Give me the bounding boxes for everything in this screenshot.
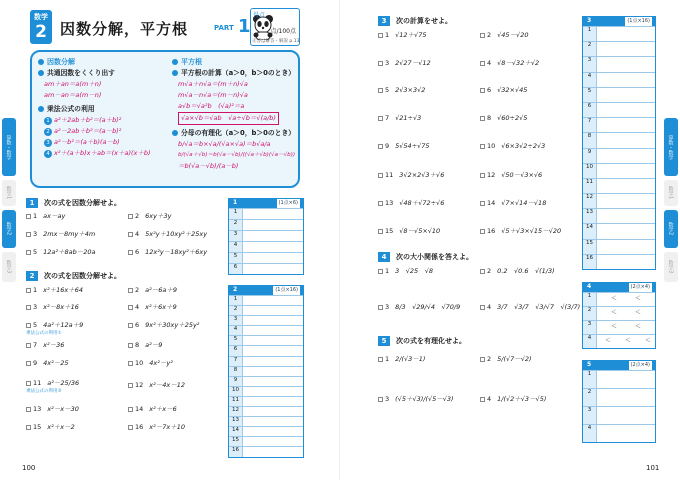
answer-row[interactable]: 5 — [229, 252, 303, 263]
problem-item[interactable]: 2 6xy＋3y — [128, 211, 171, 220]
answer-row[interactable]: 7 — [583, 117, 655, 132]
bullet-icon — [38, 59, 44, 65]
checkbox-icon[interactable] — [128, 323, 133, 328]
answer-row[interactable]: 2 — [583, 388, 655, 406]
answer-row[interactable]: 1 — [583, 26, 655, 41]
answer-row[interactable]: 12 — [229, 406, 303, 416]
sub-heading: 分母の有理化（a＞0，b＞0のとき） — [172, 128, 298, 139]
checkbox-icon[interactable] — [378, 269, 383, 274]
problem-item[interactable]: 3 2√27－√12 — [378, 58, 431, 67]
answer-row[interactable]: 9 — [229, 376, 303, 386]
problem-item[interactable]: 12 x²－4x－12 — [128, 380, 185, 389]
hint-badge: 乗法公式の利用① — [26, 331, 62, 336]
checkbox-icon[interactable] — [378, 88, 383, 93]
problem-item[interactable]: 1 2/(√3－1) — [378, 354, 425, 363]
problem-item[interactable]: 11 a²－25/36 乗法公式の利用③ — [26, 379, 80, 394]
answer-row[interactable]: 5 — [583, 87, 655, 102]
square-root-summary — [172, 57, 298, 172]
answer-row[interactable]: 1 — [229, 208, 303, 219]
answer-row[interactable]: 15 — [229, 436, 303, 446]
side-tab-arithmetic[interactable]: 算数・数学 — [664, 118, 678, 176]
answer-row[interactable]: 13 — [583, 208, 655, 223]
formula: ＝b(√a－√b)/(a－b) — [178, 162, 239, 170]
answer-row[interactable]: 4 — [583, 72, 655, 87]
answer-row[interactable]: 11 — [583, 178, 655, 193]
checkbox-icon[interactable] — [378, 229, 383, 234]
score-box[interactable] — [250, 8, 300, 46]
problem-item[interactable]: 6 9x²＋30xy＋25y² — [128, 320, 199, 329]
problem-item[interactable]: 4 3/7 √3/7 √3/√7 √(3/7) — [480, 302, 580, 311]
bullet-icon — [38, 106, 44, 112]
bullet-icon — [38, 70, 44, 76]
answer-row[interactable]: 12 — [583, 193, 655, 208]
answer-row[interactable]: 1 — [229, 295, 303, 305]
problem-item[interactable]: 7 x²－36 — [26, 340, 64, 349]
problem-item[interactable]: 9 5√54÷√75 — [378, 142, 430, 150]
problem-item[interactable]: 12 √50－√3×√6 — [480, 170, 542, 179]
problem-item[interactable]: 11 3√2×2√3＋√6 — [378, 170, 444, 179]
answer-row[interactable]: 14 — [229, 426, 303, 436]
question-heading: 1 次の式を因数分解せよ。 — [26, 198, 121, 208]
checkbox-icon[interactable] — [378, 144, 383, 149]
checkbox-icon[interactable] — [480, 173, 485, 178]
problem-item[interactable]: 16 √5＋√3×√15－√20 — [480, 226, 561, 235]
problem-item[interactable]: 3 2mx－8my＋4m — [26, 229, 95, 238]
question-heading: 5 次の式を有理化せよ。 — [378, 336, 466, 346]
bullet-icon — [172, 130, 178, 136]
answer-table-3 — [582, 16, 656, 270]
problem-item[interactable]: 13 x²－x－30 — [26, 404, 79, 413]
formula: am＋an＝a(m＋n) — [44, 80, 102, 88]
formula-item: 2 a²－2ab＋b²＝(a－b)² — [38, 126, 168, 137]
problem-item[interactable]: 14 √7×√14－√18 — [480, 198, 546, 207]
checkbox-icon[interactable] — [128, 383, 133, 388]
answer-row[interactable]: 3 ＜ ＜ — [583, 320, 655, 334]
side-tab-math2[interactable]: 数学2 — [2, 210, 16, 248]
answer-row[interactable]: 6 — [583, 102, 655, 117]
answer-table-header: 4 (2点×4) — [583, 283, 655, 292]
side-tab-math1[interactable]: 数学1 — [664, 180, 678, 206]
problem-item[interactable]: 15 x²＋x－2 — [26, 422, 75, 431]
checkbox-icon[interactable] — [480, 33, 485, 38]
formula: m√a＋n√a＝(m＋n)√a — [178, 80, 248, 88]
answer-row[interactable]: 2 ＜ ＜ — [583, 306, 655, 320]
checkbox-icon[interactable] — [378, 61, 383, 66]
checkbox-icon[interactable] — [26, 214, 31, 219]
problem-item[interactable]: 2 √45－√20 — [480, 30, 528, 39]
checkbox-icon[interactable] — [128, 425, 133, 430]
problem-item[interactable]: 1 ax－ay — [26, 211, 65, 220]
formula: b/√a＝b×√a/(√a×√a)＝b√a/a — [178, 140, 271, 148]
formula-item: 1 a²＋2ab＋b²＝(a＋b)² — [38, 115, 168, 126]
answer-reference: 正答は解答・解説 p.13 — [252, 39, 300, 44]
side-tab-math3[interactable]: 数学3 — [664, 252, 678, 282]
checkbox-icon[interactable] — [480, 269, 485, 274]
formula: am－an＝a(m－n) — [44, 91, 102, 99]
checkbox-icon[interactable] — [480, 229, 485, 234]
page-number-left: 100 — [22, 464, 36, 472]
sub-heading: 共通因数をくくり出す — [38, 68, 168, 79]
answer-row[interactable]: 3 — [583, 56, 655, 71]
problem-item[interactable]: 7 √21÷√3 — [378, 114, 421, 122]
problem-item[interactable]: 1 √12＋√75 — [378, 30, 426, 39]
page-title: 因数分解，平方根 — [60, 20, 189, 38]
answer-row[interactable]: 3 — [583, 406, 655, 424]
checkbox-icon[interactable] — [26, 343, 31, 348]
answer-row[interactable]: 6 — [229, 345, 303, 355]
side-tab-math3[interactable]: 数学3 — [2, 252, 16, 282]
bullet-icon — [172, 70, 178, 76]
answer-row[interactable]: 13 — [229, 416, 303, 426]
answer-row[interactable]: 15 — [583, 239, 655, 254]
page-number-right: 101 — [646, 464, 660, 472]
formula-item: 3 a²－b²＝(a＋b)(a－b) — [38, 137, 168, 148]
summary-panel — [30, 50, 300, 188]
checkbox-icon[interactable] — [378, 116, 383, 121]
section-heading: 因数分解 — [38, 57, 168, 68]
subject-label: 数学 — [34, 13, 48, 21]
answer-row[interactable]: 5 — [229, 335, 303, 345]
formula: √a×√b＝√ab √a÷√b＝√(a/b) — [172, 112, 298, 125]
factorization-summary — [38, 57, 168, 159]
chapter-number: 2 — [35, 22, 47, 42]
answer-row[interactable]: 10 — [229, 386, 303, 396]
answer-table-header: 1 (1点×6) — [229, 199, 303, 208]
checkbox-icon[interactable] — [480, 144, 485, 149]
section-heading: 平方根 — [172, 57, 298, 68]
formula-item: 4 x²＋(a＋b)x＋ab＝(x＋a)(x＋b) — [38, 148, 168, 159]
checkbox-icon[interactable] — [26, 407, 31, 412]
checkbox-icon[interactable] — [128, 214, 133, 219]
answer-row[interactable]: 10 — [583, 163, 655, 178]
checkbox-icon[interactable] — [26, 305, 31, 310]
answer-table-2 — [228, 285, 304, 458]
problem-item[interactable]: 8 √60÷2√5 — [480, 114, 527, 122]
answer-row[interactable]: 11 — [229, 396, 303, 406]
chapter-header — [30, 10, 275, 44]
sub-heading: 乗法公式の利用 — [38, 104, 168, 115]
problem-item[interactable]: 6 12x²y－18xy²＋6xy — [128, 247, 207, 256]
checkbox-icon[interactable] — [128, 288, 133, 293]
checkbox-icon[interactable] — [26, 361, 31, 366]
checkbox-icon[interactable] — [128, 361, 133, 366]
problem-item[interactable]: 5 4a²＋12a＋9 乗法公式の利用① — [26, 321, 84, 336]
checkbox-icon[interactable] — [480, 305, 485, 310]
answer-table-header: 5 (2点×4) — [583, 361, 655, 370]
answer-row[interactable]: 1 ＜ ＜ — [583, 292, 655, 306]
answer-table-4 — [582, 282, 656, 349]
answer-row[interactable]: 8 — [229, 366, 303, 376]
answer-row[interactable]: 1 — [583, 370, 655, 388]
right-page — [340, 0, 680, 480]
answer-row[interactable]: 3 — [229, 230, 303, 241]
answer-row[interactable]: 8 — [583, 132, 655, 147]
problem-item[interactable]: 5 2√3×3√2 — [378, 86, 425, 94]
answer-row[interactable]: 2 — [583, 41, 655, 56]
checkbox-icon[interactable] — [480, 357, 485, 362]
answer-row[interactable]: 16 — [583, 254, 655, 269]
problem-item[interactable]: 4 1/(√2＋√3－√5) — [480, 394, 546, 403]
problem-item[interactable]: 16 x²－7x＋10 — [128, 422, 185, 431]
checkbox-icon[interactable] — [480, 116, 485, 121]
answer-table-5 — [582, 360, 656, 443]
problem-item[interactable]: 8 a²－9 — [128, 340, 162, 349]
answer-row[interactable]: 4 — [229, 241, 303, 252]
problem-item[interactable]: 2 5/(√7－√2) — [480, 354, 532, 363]
answer-row[interactable]: 7 — [229, 356, 303, 366]
checkbox-icon[interactable] — [26, 323, 31, 328]
problem-item[interactable]: 3 8/3 √29/√4 √70/9 — [378, 302, 460, 311]
problem-item[interactable]: 15 √8－√5×√10 — [378, 226, 440, 235]
question-heading: 4 次の大小関係を答えよ。 — [378, 252, 473, 262]
checkbox-icon[interactable] — [480, 61, 485, 66]
checkbox-icon[interactable] — [26, 425, 31, 430]
checkbox-icon[interactable] — [378, 173, 383, 178]
checkbox-icon[interactable] — [128, 305, 133, 310]
problem-item[interactable]: 10 4x²－y² — [128, 358, 173, 367]
answer-row[interactable]: 14 — [583, 223, 655, 238]
problem-item[interactable]: 4 √8－√32＋√2 — [480, 58, 539, 67]
problem-item[interactable]: 4 5x²y＋10xy²＋25xy — [128, 229, 207, 238]
hint-badge: 乗法公式の利用③ — [26, 389, 62, 394]
formula: a√b＝√a²b (√a)²＝a — [178, 102, 245, 110]
checkbox-icon[interactable] — [128, 343, 133, 348]
problem-item[interactable]: 2 0.2 √0.6 √(1/3) — [480, 266, 555, 275]
problem-item[interactable]: 9 4x²－25 — [26, 358, 69, 367]
checkbox-icon[interactable] — [480, 201, 485, 206]
side-tab-math1[interactable]: 数学1 — [2, 180, 16, 206]
question-heading: 2 次の式を因数分解せよ。 — [26, 271, 121, 281]
question-heading: 3 次の計算をせよ。 — [378, 16, 452, 26]
answer-table-1 — [228, 198, 304, 275]
bullet-icon — [172, 59, 178, 65]
answer-row[interactable]: 9 — [583, 148, 655, 163]
checkbox-icon[interactable] — [480, 397, 485, 402]
problem-item[interactable]: 6 √32×√45 — [480, 86, 527, 94]
checkbox-icon[interactable] — [378, 357, 383, 362]
problem-item[interactable]: 13 √48＋√72÷√6 — [378, 198, 444, 207]
checkbox-icon[interactable] — [480, 88, 485, 93]
checkbox-icon[interactable] — [378, 397, 383, 402]
checkbox-icon[interactable] — [26, 288, 31, 293]
answer-row[interactable]: 3 — [229, 315, 303, 325]
problem-item[interactable]: 2 a²－6a＋9 — [128, 285, 177, 294]
problem-item[interactable]: 3 x²－8x＋16 — [26, 302, 79, 311]
answer-row[interactable]: 4 — [583, 424, 655, 442]
problem-item[interactable]: 14 x²＋x－6 — [128, 404, 177, 413]
checkbox-icon[interactable] — [128, 250, 133, 255]
answer-row[interactable]: 2 — [229, 219, 303, 230]
problem-item[interactable]: 1 3 √25 √8 — [378, 266, 433, 275]
problem-item[interactable]: 4 x²＋6x＋9 — [128, 302, 177, 311]
problem-item[interactable]: 5 12a²＋8ab－20a — [26, 247, 96, 256]
checkbox-icon[interactable] — [26, 232, 31, 237]
side-tab-math2[interactable]: 数学2 — [664, 210, 678, 248]
chapter-tag — [30, 10, 52, 44]
score-unit: 点/100点 — [270, 28, 296, 35]
checkbox-icon[interactable] — [378, 33, 383, 38]
problem-item[interactable]: 3 (√5＋√3)/(√5－√3) — [378, 394, 454, 403]
side-tab-arithmetic[interactable]: 算数・数学 — [2, 118, 16, 176]
answer-row[interactable]: 2 — [229, 305, 303, 315]
checkbox-icon[interactable] — [378, 201, 383, 206]
answer-row[interactable]: 6 — [229, 263, 303, 274]
checkbox-icon[interactable] — [26, 381, 31, 386]
part-label: PART 1 — [214, 16, 251, 37]
answer-row[interactable]: 4 — [229, 325, 303, 335]
problem-item[interactable]: 1 x²＋16x＋64 — [26, 285, 83, 294]
answer-row[interactable]: 4 ＜ ＜ ＜ — [583, 334, 655, 348]
answer-table-header: 3 (1点×16) — [583, 17, 655, 26]
answer-table-header: 2 (1点×16) — [229, 286, 303, 295]
formula: m√a－n√a＝(m－n)√a — [178, 91, 248, 99]
formula: b/(√a＋√b)＝b(√a－√b)/((√a＋√b)(√a－√b)) — [178, 152, 296, 158]
checkbox-icon[interactable] — [128, 407, 133, 412]
answer-row[interactable]: 16 — [229, 446, 303, 456]
checkbox-icon[interactable] — [26, 250, 31, 255]
checkbox-icon[interactable] — [128, 232, 133, 237]
score-label: 得点 — [253, 12, 266, 19]
checkbox-icon[interactable] — [378, 305, 383, 310]
problem-item[interactable]: 10 √6×3√2÷2√3 — [480, 142, 545, 150]
sub-heading: 平方根の計算（a＞0，b＞0のとき） — [172, 68, 298, 79]
